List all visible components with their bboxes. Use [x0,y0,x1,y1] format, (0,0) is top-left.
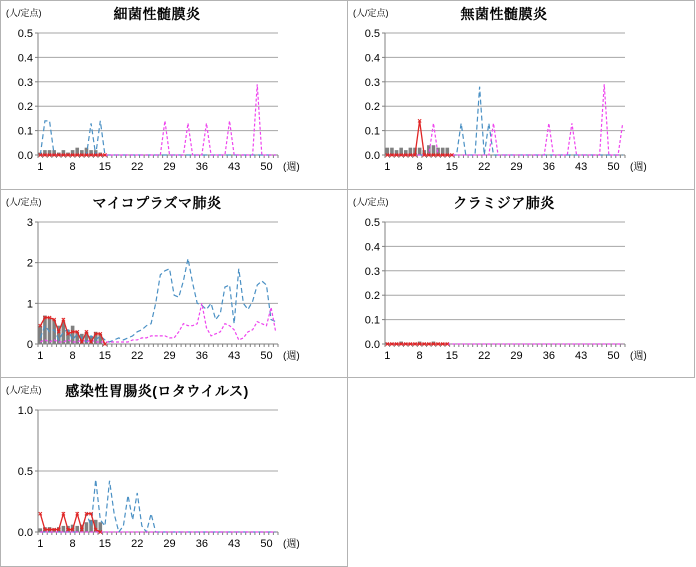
svg-text:0.0: 0.0 [17,150,33,162]
svg-text:15: 15 [98,538,112,550]
svg-text:0.4: 0.4 [364,241,380,254]
svg-text:1: 1 [37,538,44,550]
y-axis-unit-label: (人/定点) [6,197,42,207]
svg-text:0.5: 0.5 [364,28,380,40]
svg-text:(週): (週) [630,351,647,362]
svg-text:43: 43 [228,161,241,173]
svg-text:22: 22 [131,350,144,362]
svg-text:8: 8 [69,538,76,550]
svg-text:36: 36 [195,161,208,173]
svg-text:1: 1 [37,350,44,362]
svg-text:22: 22 [131,161,144,173]
svg-text:0.1: 0.1 [17,125,33,138]
svg-text:8: 8 [69,161,76,173]
svg-text:22: 22 [131,538,144,550]
svg-text:36: 36 [542,350,555,362]
chart-title: 無菌性髄膜炎 [460,6,548,22]
svg-text:15: 15 [445,161,459,173]
svg-text:8: 8 [416,350,423,362]
svg-text:0.4: 0.4 [17,52,33,65]
y-axis-unit-label: (人/定点) [6,385,42,395]
svg-text:15: 15 [98,161,112,173]
y-axis-unit-label: (人/定点) [6,8,42,18]
chart-aseptic-meningitis [347,0,695,190]
svg-text:36: 36 [195,538,208,550]
svg-text:43: 43 [575,161,588,173]
svg-text:1: 1 [384,161,391,173]
svg-text:(週): (週) [283,162,300,173]
svg-text:0.2: 0.2 [17,101,33,114]
svg-text:0.2: 0.2 [364,101,380,114]
svg-text:(週): (週) [283,351,300,362]
svg-text:(週): (週) [283,539,300,550]
svg-text:15: 15 [98,350,112,362]
chart-chlamydia-pneumonia [347,189,695,378]
svg-text:50: 50 [607,350,620,362]
svg-text:0.3: 0.3 [364,265,380,278]
svg-text:1.0: 1.0 [17,405,33,417]
svg-text:0.4: 0.4 [364,52,380,65]
svg-text:29: 29 [163,350,176,362]
chart-canvas [1,190,347,378]
svg-text:22: 22 [478,161,491,173]
chart-rotavirus-gastroenteritis [0,377,348,567]
y-axis-unit-label: (人/定点) [353,197,389,207]
svg-text:29: 29 [510,350,523,362]
svg-text:43: 43 [575,350,588,362]
svg-text:29: 29 [163,538,176,550]
svg-text:50: 50 [260,538,273,550]
svg-text:8: 8 [69,350,76,362]
svg-text:0.5: 0.5 [17,28,33,40]
chart-title: マイコプラズマ肺炎 [92,195,222,211]
svg-text:0.5: 0.5 [17,466,33,478]
svg-text:43: 43 [228,538,241,550]
svg-text:29: 29 [510,161,523,173]
y-axis-unit-label: (人/定点) [353,8,389,18]
svg-text:50: 50 [607,161,620,173]
chart-mycoplasma-pneumonia [0,189,348,378]
svg-text:0.2: 0.2 [364,290,380,303]
svg-text:0.0: 0.0 [364,339,380,351]
chart-canvas [1,1,347,189]
chart-title: クラミジア肺炎 [453,195,555,211]
chart-bacterial-meningitis [0,0,348,190]
svg-text:0.5: 0.5 [364,217,380,229]
svg-text:15: 15 [445,350,459,362]
chart-title: 細菌性髄膜炎 [113,6,201,22]
svg-text:50: 50 [260,350,273,362]
svg-text:(週): (週) [630,162,647,173]
chart-canvas [348,1,694,189]
svg-text:50: 50 [260,161,273,173]
svg-text:43: 43 [228,350,241,362]
svg-text:8: 8 [416,161,423,173]
chart-canvas [348,190,694,378]
svg-text:36: 36 [542,161,555,173]
empty-area [348,378,696,567]
svg-text:2: 2 [26,257,33,270]
svg-text:1: 1 [37,161,44,173]
svg-text:0.3: 0.3 [364,76,380,89]
chart-canvas [1,378,347,566]
svg-text:0.1: 0.1 [364,125,380,138]
svg-text:22: 22 [478,350,491,362]
svg-text:1: 1 [26,298,33,311]
svg-text:3: 3 [26,217,33,229]
svg-text:0.3: 0.3 [17,76,33,89]
svg-text:0.1: 0.1 [364,314,380,327]
svg-text:1: 1 [384,350,391,362]
chart-title: 感染性胃腸炎(ロタウイルス) [65,383,249,399]
svg-text:29: 29 [163,161,176,173]
svg-text:0.0: 0.0 [364,150,380,162]
svg-text:0.0: 0.0 [17,527,33,539]
svg-text:0: 0 [26,339,33,351]
svg-text:36: 36 [195,350,208,362]
